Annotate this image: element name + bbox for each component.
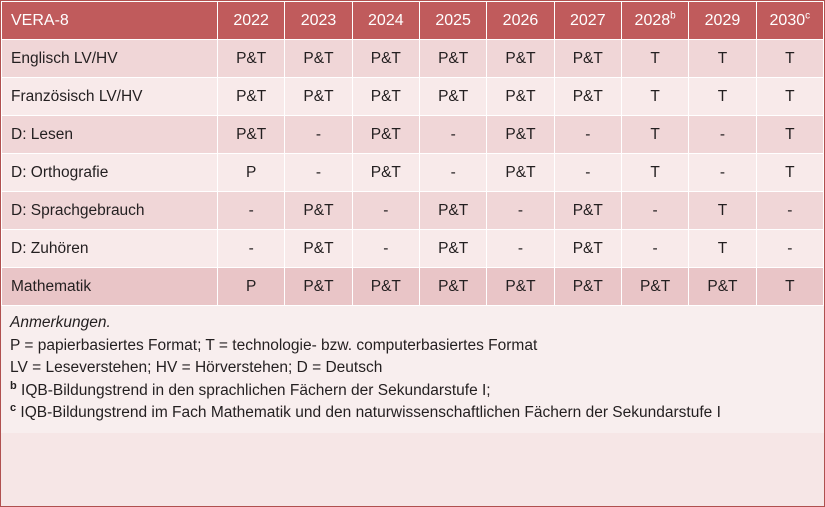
cell-orthografie-2022: P bbox=[218, 154, 285, 192]
header-year-2030 bbox=[756, 2, 823, 40]
table-row bbox=[2, 268, 824, 306]
vera8-schedule-table bbox=[1, 1, 824, 306]
cell-mathematik-2025: P&T bbox=[419, 268, 486, 306]
cell-lesen-2022: P&T bbox=[218, 116, 285, 154]
cell-zuhoeren-2027: P&T bbox=[554, 230, 621, 268]
table-row bbox=[2, 230, 824, 268]
year-label: 2024 bbox=[368, 11, 404, 29]
table-row bbox=[2, 116, 824, 154]
cell-franzoesisch-2028: T bbox=[621, 78, 688, 116]
header-year-2028 bbox=[621, 2, 688, 40]
cell-englisch-2023: P&T bbox=[285, 40, 352, 78]
cell-zuhoeren-2024: - bbox=[352, 230, 419, 268]
header-year-2024 bbox=[352, 2, 419, 40]
cell-franzoesisch-2026: P&T bbox=[487, 78, 554, 116]
cell-lesen-2025: - bbox=[419, 116, 486, 154]
notes-line-abbreviations: LV = Leseverstehen; HV = Hörverstehen; D = Deutsch bbox=[10, 359, 383, 376]
table-body bbox=[2, 40, 824, 306]
row-label-lesen: D: Lesen bbox=[2, 116, 218, 154]
cell-sprachgebrauch-2027: P&T bbox=[554, 192, 621, 230]
cell-lesen-2030: T bbox=[756, 116, 823, 154]
cell-zuhoeren-2029: T bbox=[689, 230, 756, 268]
cell-zuhoeren-2022: - bbox=[218, 230, 285, 268]
cell-lesen-2027: - bbox=[554, 116, 621, 154]
header-corner-vera8 bbox=[2, 2, 218, 40]
cell-englisch-2022: P&T bbox=[218, 40, 285, 78]
notes-footnote-c bbox=[10, 402, 815, 425]
footnote-b-text: IQB-Bildungstrend in den sprachlichen Fächern der Sekundarstufe I; bbox=[16, 381, 491, 399]
header-year-2029 bbox=[689, 2, 756, 40]
header-year-2022 bbox=[218, 2, 285, 40]
cell-franzoesisch-2024: P&T bbox=[352, 78, 419, 116]
cell-orthografie-2023: - bbox=[285, 154, 352, 192]
corner-label: VERA-8 bbox=[11, 11, 69, 29]
cell-englisch-2024: P&T bbox=[352, 40, 419, 78]
cell-mathematik-2030: T bbox=[756, 268, 823, 306]
table-row bbox=[2, 78, 824, 116]
cell-franzoesisch-2022: P&T bbox=[218, 78, 285, 116]
cell-orthografie-2025: - bbox=[419, 154, 486, 192]
cell-lesen-2024: P&T bbox=[352, 116, 419, 154]
cell-lesen-2026: P&T bbox=[487, 116, 554, 154]
cell-sprachgebrauch-2024: - bbox=[352, 192, 419, 230]
table-notes bbox=[1, 306, 824, 433]
row-label-mathematik: Mathematik bbox=[2, 268, 218, 306]
cell-lesen-2029: - bbox=[689, 116, 756, 154]
footnote-marker-b: b bbox=[670, 10, 676, 22]
cell-mathematik-2022: P bbox=[218, 268, 285, 306]
header-year-2026 bbox=[487, 2, 554, 40]
cell-orthografie-2027: - bbox=[554, 154, 621, 192]
cell-englisch-2028: T bbox=[621, 40, 688, 78]
cell-sprachgebrauch-2029: T bbox=[689, 192, 756, 230]
row-label-zuhoeren: D: Zuhören bbox=[2, 230, 218, 268]
cell-sprachgebrauch-2025: P&T bbox=[419, 192, 486, 230]
cell-franzoesisch-2029: T bbox=[689, 78, 756, 116]
table-header bbox=[2, 2, 824, 40]
row-label-englisch: Englisch LV/HV bbox=[2, 40, 218, 78]
cell-zuhoeren-2023: P&T bbox=[285, 230, 352, 268]
header-year-2025 bbox=[419, 2, 486, 40]
footnote-marker-b: b bbox=[10, 379, 17, 392]
cell-mathematik-2026: P&T bbox=[487, 268, 554, 306]
header-row bbox=[2, 2, 824, 40]
year-label: 2023 bbox=[300, 11, 337, 29]
cell-franzoesisch-2027: P&T bbox=[554, 78, 621, 116]
row-label-sprachgebrauch: D: Sprachgebrauch bbox=[2, 192, 218, 230]
header-year-2027 bbox=[554, 2, 621, 40]
year-label: 2027 bbox=[570, 11, 606, 29]
cell-orthografie-2028: T bbox=[621, 154, 688, 192]
cell-zuhoeren-2025: P&T bbox=[419, 230, 486, 268]
cell-englisch-2025: P&T bbox=[419, 40, 486, 78]
cell-zuhoeren-2028: - bbox=[621, 230, 688, 268]
cell-orthografie-2024: P&T bbox=[352, 154, 419, 192]
footnote-c-text: IQB-Bildungstrend im Fach Mathematik und den naturwissenschaftlichen Fächern der Sekundarstufe I bbox=[16, 404, 721, 421]
cell-mathematik-2028: P&T bbox=[621, 268, 688, 306]
year-label: 2029 bbox=[704, 11, 741, 29]
cell-orthografie-2030: T bbox=[756, 154, 823, 192]
cell-sprachgebrauch-2030: - bbox=[756, 192, 823, 230]
row-label-franzoesisch: Französisch LV/HV bbox=[2, 78, 218, 116]
cell-sprachgebrauch-2022: - bbox=[218, 192, 285, 230]
cell-sprachgebrauch-2028: - bbox=[621, 192, 688, 230]
cell-zuhoeren-2030: - bbox=[756, 230, 823, 268]
year-label: 2026 bbox=[502, 11, 539, 29]
year-label: 2022 bbox=[233, 11, 269, 29]
notes-footnote-b bbox=[10, 380, 815, 403]
cell-lesen-2028: T bbox=[621, 116, 688, 154]
cell-sprachgebrauch-2026: - bbox=[487, 192, 554, 230]
notes-line-formats: P = papierbasiertes Format; T = technologie- bzw. computerbasiertes Format bbox=[10, 336, 538, 354]
cell-zuhoeren-2026: - bbox=[487, 230, 554, 268]
year-label: 2025 bbox=[435, 11, 471, 29]
cell-englisch-2030: T bbox=[756, 40, 823, 78]
year-label: 2030 bbox=[769, 11, 806, 29]
cell-englisch-2026: P&T bbox=[487, 40, 554, 78]
cell-franzoesisch-2025: P&T bbox=[419, 78, 486, 116]
cell-orthografie-2029: - bbox=[689, 154, 756, 192]
cell-franzoesisch-2023: P&T bbox=[285, 78, 352, 116]
header-year-2023 bbox=[285, 2, 352, 40]
cell-orthografie-2026: P&T bbox=[487, 154, 554, 192]
table-row bbox=[2, 192, 824, 230]
cell-mathematik-2029: P&T bbox=[689, 268, 756, 306]
cell-englisch-2029: T bbox=[689, 40, 756, 78]
cell-franzoesisch-2030: T bbox=[756, 78, 823, 116]
table-row bbox=[2, 154, 824, 192]
cell-lesen-2023: - bbox=[285, 116, 352, 154]
notes-heading: Anmerkungen. bbox=[10, 314, 111, 331]
footnote-marker-c: c bbox=[10, 401, 17, 414]
footnote-marker-c: c bbox=[805, 10, 811, 22]
year-label: 2028 bbox=[634, 11, 671, 29]
cell-englisch-2027: P&T bbox=[554, 40, 621, 78]
cell-mathematik-2023: P&T bbox=[285, 268, 352, 306]
cell-sprachgebrauch-2023: P&T bbox=[285, 192, 352, 230]
row-label-orthografie: D: Orthografie bbox=[2, 154, 218, 192]
table-row bbox=[2, 40, 824, 78]
cell-mathematik-2024: P&T bbox=[352, 268, 419, 306]
cell-mathematik-2027: P&T bbox=[554, 268, 621, 306]
